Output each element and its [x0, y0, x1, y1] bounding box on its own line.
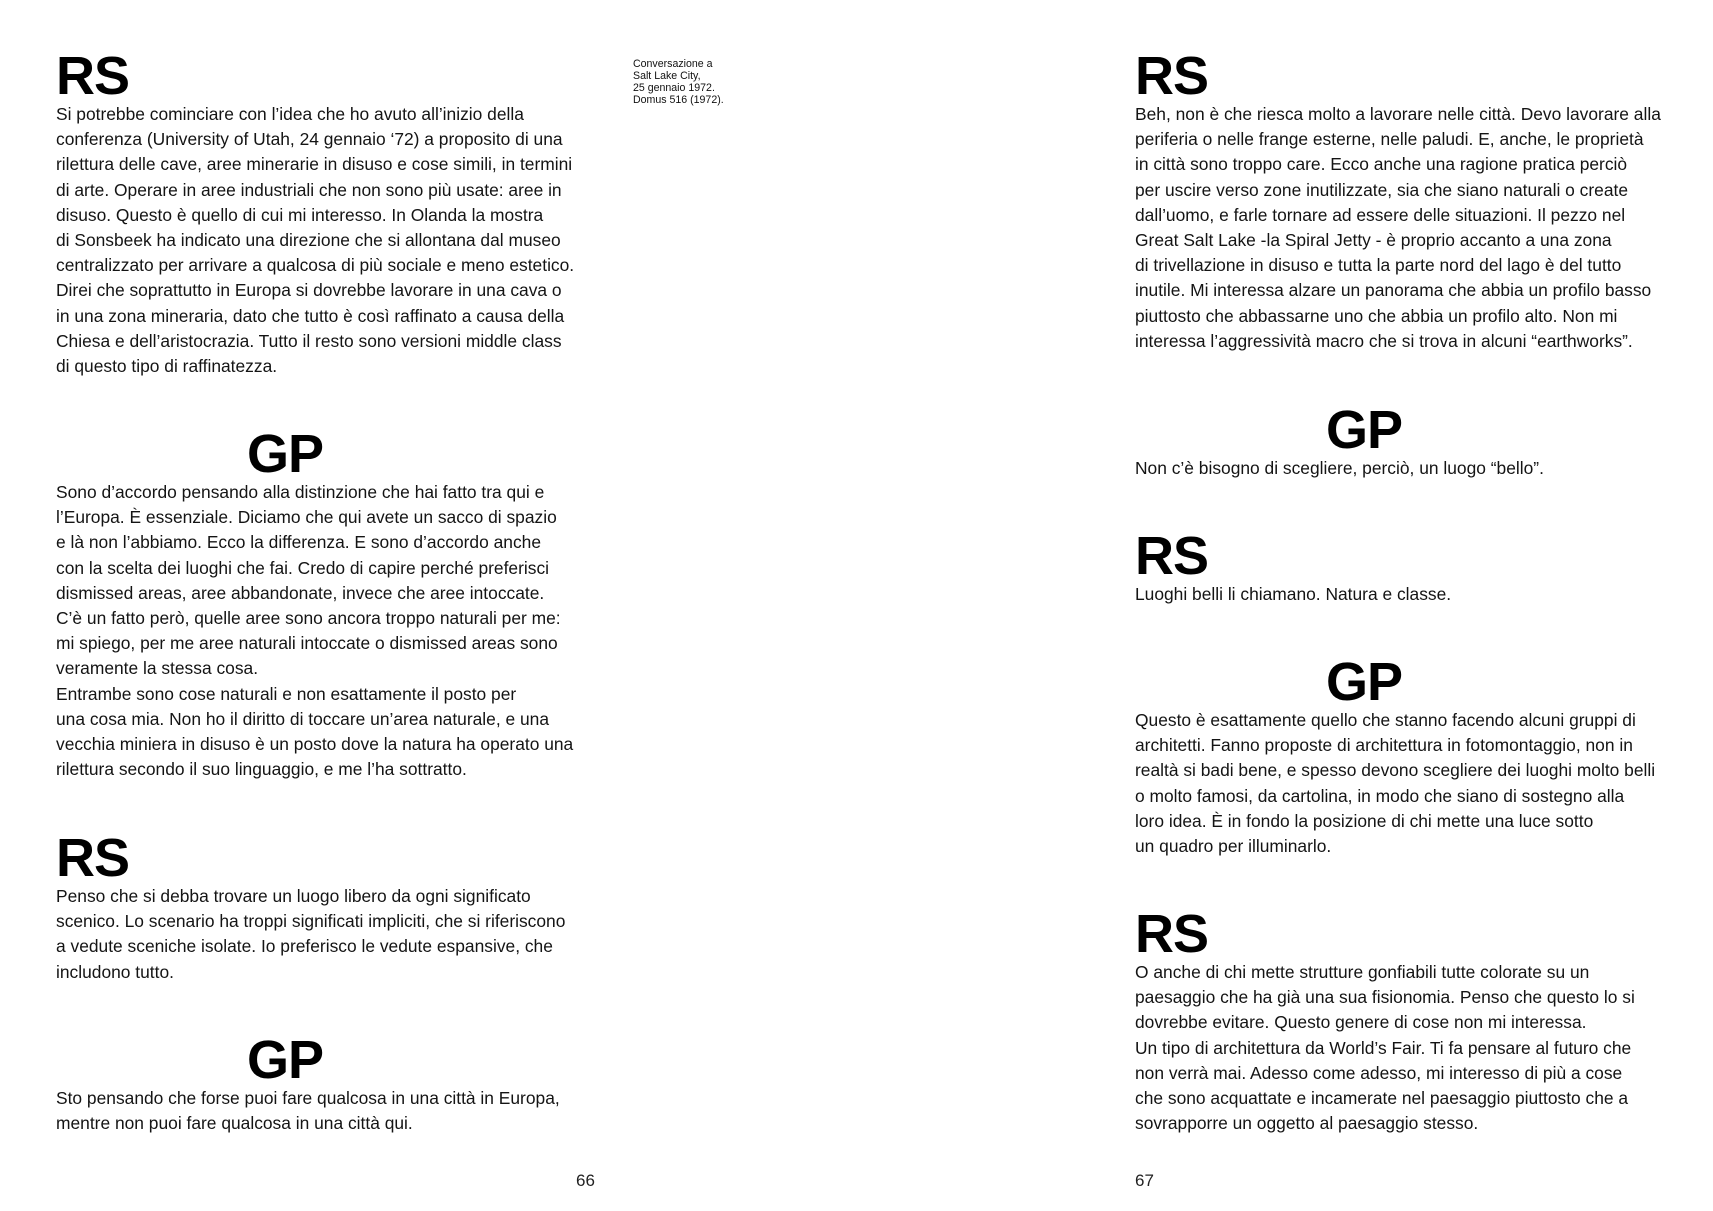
page-number-right: 67	[1135, 1171, 1154, 1190]
left-page	[0, 0, 856, 1211]
speaker-label-gp: GP	[1326, 400, 1403, 460]
speaker-label-rs: RS	[1135, 526, 1209, 586]
speaker-label-gp: GP	[1326, 652, 1403, 712]
dialogue-block-rs-2	[56, 828, 616, 985]
dialogue-text: Non c’è bisogno di scegliere, perciò, un luogo “bello”.	[1135, 458, 1544, 478]
dialogue-text: Si potrebbe cominciare con l’idea che ho avuto all’inizio della conferenza (University of Utah, 24 gennaio ‘72) a proposito di una rilettura delle cave, aree minerarie in disuso e cose simili, in termini di arte. Operare in aree industriali che non sono più usate: aree in disuso. Questo è quello di cui mi interesso. In Olanda la mostra di Sonsbeek ha indicato una direzione che si allontana dal museo centralizzato per arrivare a qualcosa di più sociale e meno estetico. Direi che soprattutto in Europa si dovrebbe lavorare in una cava o in una zona mineraria, dato che tutto è così raffinato a causa della Chiesa e dell’aristocrazia. Tutto il resto sono versioni middle class di questo tipo di raffinatezza.	[56, 104, 575, 377]
dialogue-block-gp-1	[56, 424, 616, 782]
dialogue-block-gp-4	[1135, 652, 1705, 859]
dialogue-block-gp-3	[1135, 400, 1705, 481]
dialogue-text: Questo è esattamente quello che stanno facendo alcuni gruppi di architetti. Fanno proposte di architettura in fotomontaggio, non in realtà si badi bene, e spesso devono scegliere dei luoghi molto belli o molto famosi, da cartolina, in modo che siano di sostegno alla loro idea. È in fondo la posizione di chi mette una luce sotto un quadro per illuminarlo.	[1135, 710, 1656, 857]
dialogue-block-rs-4	[1135, 526, 1705, 607]
dialogue-text: Sono d’accordo pensando alla distinzione che hai fatto tra qui e l’Europa. È essenziale. Diciamo che qui avete un sacco di spazio e là non l’abbiamo. Ecco la differenza. E sono d’accordo anche con la scelta dei luoghi che fai. Credo di capire perché preferisci dismissed areas, aree abbandonate, invece che aree intoccate. C’è un fatto però, quelle aree sono ancora troppo naturali per me: mi spiego, per me aree naturali intoccate o dismissed areas sono veramente la stessa cosa. Entrambe sono cose naturali e non esattamente il posto per una cosa mia. Non ho il diritto di toccare un’area naturale, e una vecchia miniera in disuso è un posto dove la natura ha operato una rilettura secondo il suo linguaggio, e me l’ha sottratto.	[56, 482, 574, 780]
right-page	[856, 0, 1713, 1211]
dialogue-text: Beh, non è che riesca molto a lavorare nelle città. Devo lavorare alla periferia o nelle frange esterne, nelle paludi. E, anche, le proprietà in città sono troppo care. Ecco anche una ragione pratica perciò per uscire verso zone inutilizzate, sia che siano naturali o create dall’uomo, e farle tornare ad essere delle situazioni. Il pezzo nel Great Salt Lake -la Spiral Jetty - è proprio accanto a una zona di trivellazione in disuso e tutta la parte nord del lago è del tutto inutile. Mi interessa alzare un panorama che abbia un profilo basso piuttosto che abbassarne uno che abbia un profilo alto. Non mi interessa l’aggressività macro che si trova in alcuni “earthworks”.	[1135, 104, 1661, 351]
dialogue-block-rs-5	[1135, 904, 1705, 1136]
source-caption: Conversazione a Salt Lake City, 25 gennaio 1972. Domus 516 (1972).	[633, 58, 724, 106]
dialogue-block-rs-3	[1135, 46, 1705, 354]
dialogue-text: Sto pensando che forse puoi fare qualcosa in una città in Europa, mentre non puoi fare qualcosa in una città qui.	[56, 1088, 560, 1134]
dialogue-text: Luoghi belli li chiamano. Natura e classe.	[1135, 584, 1452, 604]
dialogue-block-gp-2	[56, 1030, 616, 1136]
dialogue-text: Penso che si debba trovare un luogo libero da ogni significato scenico. Lo scenario ha troppi significati impliciti, che si riferiscono a vedute sceniche isolate. Io preferisco le vedute espansive, che includono tutto.	[56, 886, 566, 982]
speaker-label-rs: RS	[1135, 904, 1209, 964]
dialogue-text: O anche di chi mette strutture gonfiabili tutte colorate su un paesaggio che ha già una sua fisionomia. Penso che questo lo si dovrebbe evitare. Questo genere di cose non mi interessa. Un tipo di architettura da World’s Fair. Ti fa pensare al futuro che non verrà mai. Adesso come adesso, mi interesso di più a cose che sono acquattate e incamerate nel paesaggio piuttosto che a sovrapporre un oggetto al paesaggio stesso.	[1135, 962, 1635, 1134]
speaker-label-rs: RS	[1135, 46, 1209, 106]
dialogue-block-rs-1	[56, 46, 616, 379]
page-number-left: 66	[576, 1171, 595, 1190]
speaker-label-rs: RS	[56, 46, 130, 106]
speaker-label-rs: RS	[56, 828, 130, 888]
speaker-label-gp: GP	[247, 1030, 324, 1090]
speaker-label-gp: GP	[247, 424, 324, 484]
